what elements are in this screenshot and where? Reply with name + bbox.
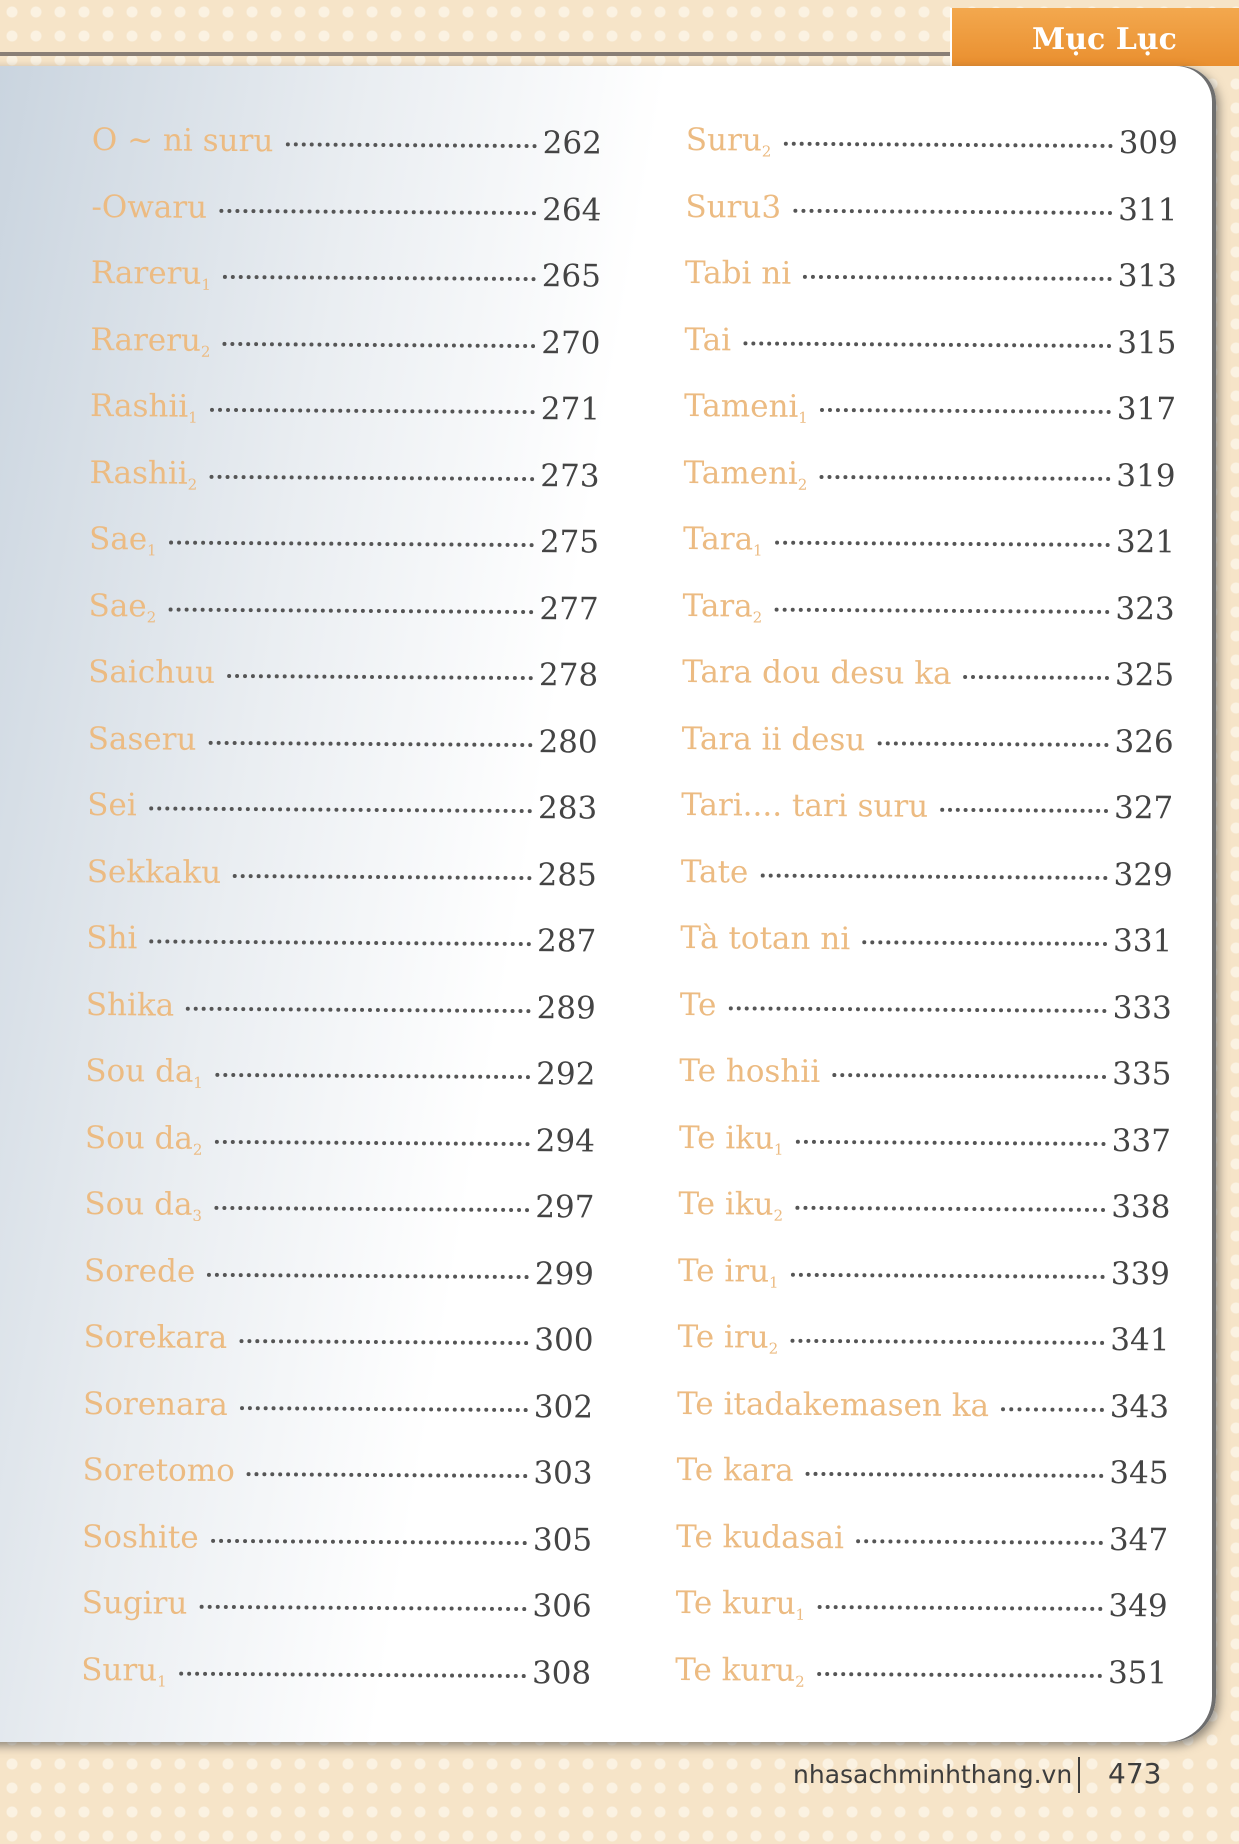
- toc-entry-page: 285: [537, 856, 597, 894]
- toc-entry-term-text: Suru: [685, 122, 762, 159]
- toc-entry-term-text: Te iru: [677, 1252, 770, 1290]
- toc-entry-page: 273: [540, 457, 600, 495]
- dot-leader: [790, 1339, 1104, 1345]
- toc-entry: [82, 1452, 592, 1522]
- toc-entry-page: 338: [1111, 1188, 1171, 1226]
- toc-entry-term-text: Tari.... tari suru: [681, 786, 929, 825]
- toc-entry-page: 292: [536, 1056, 596, 1093]
- toc-entry-term-text: Te: [679, 986, 717, 1023]
- toc-entry-term: [82, 1452, 234, 1489]
- toc-entry-term: [683, 521, 763, 560]
- dot-leader: [775, 541, 1110, 547]
- toc-entry: [87, 720, 597, 790]
- toc-entry-subscript: 1: [193, 1073, 203, 1092]
- toc-entry-term-text: Te kara: [676, 1451, 794, 1489]
- toc-entry-page: 339: [1110, 1255, 1171, 1292]
- toc-entry-subscript: 1: [753, 541, 763, 560]
- toc-entry-term-text: Sekkaku: [86, 853, 222, 891]
- toc-entry-term-text: Rashii: [89, 454, 188, 492]
- toc-entry-page: 317: [1116, 391, 1177, 428]
- toc-entry-term: [684, 321, 731, 357]
- dot-leader: [247, 1472, 528, 1478]
- toc-entry: [680, 920, 1172, 990]
- toc-column-left: [81, 122, 602, 1722]
- dot-leader: [796, 1139, 1106, 1145]
- toc-entry-page: 309: [1118, 125, 1178, 162]
- dot-leader: [179, 1671, 526, 1677]
- toc-entry-term: [89, 454, 197, 493]
- toc-entry: [86, 853, 596, 923]
- section-title: Mục Lục: [1032, 22, 1177, 57]
- dot-leader: [240, 1406, 528, 1412]
- dot-leader: [743, 341, 1111, 348]
- toc-entry-page: 347: [1108, 1521, 1169, 1558]
- toc-entry-term: [675, 1651, 805, 1690]
- dot-leader: [211, 1538, 527, 1544]
- toc-entry: [83, 1319, 593, 1389]
- toc-entry-subscript: 2: [192, 1140, 203, 1159]
- toc-entry-term: [678, 1252, 779, 1291]
- toc-entry-page: 271: [540, 391, 601, 428]
- toc-entry: [686, 122, 1178, 192]
- toc-entry: [91, 255, 601, 325]
- toc-entry-term-text: Saseru: [87, 720, 197, 758]
- dot-leader: [856, 1539, 1103, 1545]
- toc-entry-page: 331: [1112, 923, 1173, 960]
- toc-entry-term: [679, 1053, 820, 1090]
- toc-entry-page: 289: [536, 989, 596, 1027]
- toc-entry-term-text: Tara: [682, 520, 754, 558]
- toc-entry: [682, 654, 1174, 724]
- toc-entry-term: [90, 321, 210, 360]
- toc-entry-term: [679, 1119, 784, 1158]
- dot-leader: [169, 541, 534, 548]
- toc-entry-term-text: Sorede: [83, 1252, 196, 1290]
- toc-entry-page: 297: [535, 1189, 595, 1226]
- toc-entry-term: [684, 388, 808, 427]
- dot-leader: [207, 1272, 529, 1278]
- dot-leader: [210, 408, 535, 414]
- toc-entry-page: 280: [538, 723, 598, 761]
- toc-entry-term: [685, 188, 781, 225]
- toc-entry: [678, 1252, 1170, 1322]
- toc-entry-term-text: Tai: [684, 321, 732, 358]
- toc-entry: [82, 1518, 592, 1588]
- toc-entry-term: [682, 720, 866, 757]
- toc-entry-term: [82, 1518, 199, 1555]
- dot-leader: [149, 939, 531, 946]
- toc-entry-term: [680, 920, 850, 957]
- toc-entry-term-text: Tabi ni: [684, 254, 792, 292]
- toc-entry: [676, 1452, 1168, 1522]
- dot-leader: [832, 1073, 1106, 1079]
- toc-entry: [678, 1186, 1170, 1256]
- toc-entry-term-text: Saichuu: [88, 653, 216, 691]
- toc-entry: [86, 986, 596, 1056]
- dot-leader: [760, 873, 1107, 879]
- dot-leader: [862, 940, 1107, 946]
- toc-entry-page: 305: [532, 1521, 593, 1559]
- toc-entry-term: [686, 122, 772, 161]
- dot-leader: [728, 1006, 1106, 1013]
- toc-entry-subscript: 1: [147, 541, 157, 560]
- toc-entry: [677, 1385, 1169, 1455]
- toc-entry-page: 343: [1109, 1388, 1170, 1425]
- toc-entry-term: [682, 587, 762, 626]
- toc-entry-subscript: 2: [752, 607, 763, 627]
- toc-entry-term-text: Tara dou desu ka: [682, 653, 952, 692]
- toc-entry: [683, 521, 1175, 591]
- toc-entry: [685, 188, 1177, 258]
- toc-entry-subscript: 2: [200, 342, 211, 361]
- toc-entry-page: 351: [1107, 1654, 1168, 1691]
- toc-entry-subscript: 2: [795, 1672, 805, 1691]
- toc-entry-page: 345: [1109, 1454, 1169, 1492]
- toc-entry-term-text: Suru3: [685, 188, 782, 226]
- toc-entry-page: 278: [538, 657, 599, 694]
- toc-entry: [683, 454, 1175, 524]
- toc-entry-term-text: Te iku: [678, 1185, 774, 1223]
- toc-entry: [88, 654, 598, 724]
- toc-entry: [679, 1119, 1171, 1189]
- toc-entry-page: 326: [1114, 723, 1174, 760]
- toc-entry-subscript: 1: [188, 408, 198, 427]
- toc-entry-subscript: 2: [146, 607, 157, 626]
- dot-leader: [774, 607, 1109, 613]
- toc-entry-term-text: Soshite: [81, 1518, 199, 1556]
- dot-leader: [1001, 1407, 1104, 1412]
- toc-entry-term-text: Sae: [88, 520, 148, 558]
- toc-entry-term-text: Sae: [88, 587, 147, 624]
- toc-entry-page: 325: [1114, 657, 1175, 694]
- toc-entry-subscript: 2: [797, 475, 808, 494]
- section-tab: [950, 8, 1239, 66]
- toc-entry-term-text: Te kuru: [675, 1584, 796, 1622]
- toc-entry-page: 323: [1115, 590, 1175, 627]
- toc-entry-term: [88, 720, 197, 757]
- toc-entry-page: 333: [1112, 989, 1172, 1026]
- toc-entry: [680, 986, 1172, 1056]
- toc-entry-page: 319: [1116, 457, 1176, 494]
- dot-leader: [239, 1339, 528, 1345]
- toc-entry: [81, 1651, 591, 1721]
- dot-leader: [223, 275, 536, 281]
- toc-entry: [681, 720, 1173, 790]
- toc-entry: [83, 1385, 593, 1455]
- toc-entry: [87, 787, 597, 857]
- toc-entry-term: [83, 1385, 228, 1422]
- toc-entry-term: [683, 454, 807, 493]
- toc-entry: [86, 920, 596, 990]
- dot-leader: [877, 741, 1108, 747]
- toc-entry-term: [681, 853, 749, 889]
- toc-entry-term-text: Tara: [682, 587, 753, 624]
- toc-entry-term: [676, 1585, 806, 1624]
- toc-entry-term: [682, 654, 952, 692]
- toc-entry-term-text: Tameni: [683, 387, 799, 425]
- toc-entry-term: [90, 388, 198, 427]
- toc-entry: [677, 1319, 1169, 1389]
- toc-entry-term: [678, 1186, 783, 1225]
- toc-entry-page: 341: [1110, 1321, 1170, 1359]
- toc-entry-page: 287: [536, 923, 597, 960]
- dot-leader: [227, 674, 533, 680]
- dot-leader: [214, 1206, 529, 1212]
- toc-entry-term-text: Sou da: [84, 1119, 194, 1157]
- toc-entry-page: 283: [537, 790, 598, 827]
- toc-entry-term: [84, 1252, 196, 1289]
- toc-entry: [85, 1053, 595, 1123]
- toc-entry: [682, 587, 1174, 657]
- toc-entry-subscript: 1: [769, 1273, 779, 1292]
- toc-entry-term-text: Sorekara: [83, 1318, 228, 1356]
- dot-leader: [233, 874, 531, 880]
- toc-entry-term-text: Tate: [680, 853, 749, 890]
- toc-entry-page: 337: [1111, 1122, 1172, 1159]
- dot-leader: [219, 208, 536, 214]
- dot-leader: [791, 1272, 1105, 1278]
- toc-entry-term-text: Sugiru: [81, 1584, 188, 1622]
- toc-entry-page: 327: [1113, 790, 1174, 827]
- footer-separator: [1078, 1757, 1080, 1793]
- toc-entry-term: [92, 122, 274, 159]
- dot-leader: [168, 607, 533, 614]
- toc-entry: [89, 521, 599, 591]
- toc-entry-page: 311: [1118, 191, 1178, 228]
- toc-entry-term-text: Tameni: [683, 454, 799, 492]
- toc-entry-page: 264: [542, 191, 602, 229]
- toc-entry: [84, 1186, 594, 1256]
- toc-entry: [679, 1053, 1171, 1123]
- toc-entry-term: [86, 986, 175, 1023]
- toc-entry-term-text: Sou da: [84, 1185, 193, 1223]
- toc-entry-term-text: Sei: [87, 786, 137, 824]
- dot-leader: [149, 806, 532, 813]
- dot-leader: [793, 208, 1112, 214]
- toc-entry-page: 306: [532, 1588, 592, 1625]
- toc-entry-term: [91, 255, 211, 294]
- toc-entry: [676, 1518, 1168, 1588]
- toc-entry-subscript: 1: [773, 1140, 784, 1159]
- dot-leader: [964, 675, 1109, 680]
- toc-entry-term-text: Rareru: [90, 254, 202, 292]
- dot-leader: [817, 1671, 1102, 1677]
- toc-entry-term-text: Soretomo: [82, 1451, 235, 1490]
- toc-entry-page: 300: [534, 1322, 594, 1359]
- dot-leader: [199, 1605, 526, 1611]
- toc-entry-subscript: 1: [795, 1605, 806, 1624]
- toc-entry-term: [680, 986, 717, 1022]
- toc-entry-page: 299: [534, 1255, 595, 1293]
- header-rule: [0, 52, 950, 56]
- toc-entry-term-text: Te hoshii: [679, 1052, 821, 1090]
- toc-entry-page: 308: [531, 1654, 592, 1692]
- footer-website: nhasachminhthang.vn: [793, 1760, 1073, 1789]
- toc-entry-term: [83, 1319, 227, 1356]
- toc-entry-subscript: 2: [761, 142, 772, 161]
- toc-entry-term-text: Tà totan ni: [680, 919, 851, 958]
- toc-entry-term: [87, 853, 222, 890]
- toc-entry: [84, 1252, 594, 1322]
- toc-entry: [684, 388, 1176, 458]
- toc-entry-page: 315: [1117, 324, 1177, 361]
- toc-entry-page: 275: [539, 524, 600, 561]
- dot-leader: [783, 142, 1112, 148]
- toc-entry-term: [676, 1518, 844, 1555]
- toc-entry-term: [676, 1452, 793, 1489]
- toc-entry-term: [84, 1186, 202, 1225]
- toc-entry: [90, 321, 600, 391]
- toc-entry-subscript: 1: [798, 408, 808, 427]
- toc-entry-term-text: Tara ii desu: [681, 720, 866, 758]
- dot-leader: [803, 275, 1112, 281]
- toc-entry-term-text: Rashii: [89, 387, 189, 425]
- toc-entry-term: [677, 1385, 989, 1423]
- toc-entry-page: 302: [533, 1388, 594, 1426]
- toc-entry-page: 262: [542, 125, 602, 162]
- toc-entry-page: 313: [1117, 258, 1178, 295]
- toc-entry: [681, 787, 1173, 857]
- toc-entry: [675, 1585, 1167, 1655]
- toc-entry: [85, 1119, 595, 1189]
- toc-entry-term-text: Te iru: [677, 1318, 769, 1356]
- toc-entry-term-text: O ~ ni suru: [91, 122, 274, 160]
- dot-leader: [820, 408, 1111, 414]
- toc-entry-term: [681, 787, 928, 825]
- toc-entry-term: [685, 255, 791, 292]
- dot-leader: [209, 474, 534, 480]
- toc-entry-subscript: 2: [768, 1339, 779, 1358]
- toc-entry-term-text: Te kudasai: [675, 1518, 845, 1556]
- toc-entry-term-text: Suru: [81, 1651, 158, 1688]
- toc-entry-term: [91, 188, 207, 225]
- toc-entry: [81, 1585, 591, 1655]
- footer-page-number: 473: [1108, 1757, 1162, 1790]
- toc-entry: [685, 255, 1177, 325]
- dot-leader: [222, 341, 535, 347]
- toc-entry-page: 294: [535, 1122, 596, 1160]
- toc-entry: [680, 853, 1172, 923]
- toc-entry-term-text: Shi: [86, 919, 138, 957]
- dot-leader: [940, 808, 1108, 813]
- dot-leader: [186, 1006, 530, 1012]
- toc-entry-page: 329: [1113, 856, 1173, 893]
- dot-leader: [214, 1139, 529, 1145]
- dot-leader: [819, 474, 1110, 480]
- toc-entry-term: [677, 1319, 778, 1358]
- dot-leader: [285, 142, 536, 148]
- dot-leader: [795, 1206, 1105, 1212]
- dot-leader: [817, 1605, 1102, 1611]
- toc-entry-term-text: Sou da: [85, 1052, 194, 1090]
- toc-entry-page: 265: [541, 258, 602, 295]
- toc-entry-term: [85, 1053, 203, 1092]
- toc-entry: [684, 321, 1176, 391]
- toc-entry-subscript: 1: [157, 1671, 167, 1691]
- toc-entry-term: [86, 920, 137, 956]
- toc-entry: [92, 122, 602, 192]
- toc-entry: [90, 388, 600, 458]
- toc-entry-term: [81, 1651, 167, 1690]
- toc-entry-page: 321: [1115, 524, 1176, 561]
- toc-entry-subscript: 2: [187, 475, 198, 494]
- toc-entry-term: [89, 521, 157, 559]
- toc-entry-term: [85, 1119, 203, 1158]
- toc-entry-term-text: -Owaru: [91, 188, 208, 226]
- toc-entry: [675, 1651, 1167, 1721]
- toc-entry-term: [88, 587, 156, 625]
- toc-entry-page: 277: [539, 590, 599, 628]
- toc-column-right: [675, 122, 1178, 1721]
- toc-entry-term-text: Te itadakemasen ka: [676, 1385, 990, 1424]
- toc-entry-subscript: 1: [201, 275, 211, 294]
- dot-leader: [806, 1472, 1104, 1478]
- dot-leader: [208, 740, 532, 746]
- toc-entry-term-text: Te kuru: [675, 1651, 796, 1689]
- toc-entry-page: 270: [541, 324, 601, 362]
- toc-entry: [91, 188, 601, 258]
- toc-entry-page: 349: [1108, 1587, 1168, 1625]
- toc-entry-page: 335: [1112, 1055, 1172, 1093]
- toc-entry-term-text: Te iku: [678, 1119, 775, 1157]
- toc-entry-term: [88, 654, 215, 691]
- toc-entry-term-text: Sorenara: [82, 1385, 229, 1423]
- toc-entry-subscript: 2: [773, 1206, 784, 1225]
- toc-entry-subscript: 3: [192, 1206, 203, 1225]
- toc-entry-term-text: Shika: [85, 986, 175, 1024]
- toc-entry-term-text: Rareru: [90, 321, 202, 359]
- toc-entry-term: [82, 1585, 188, 1622]
- dot-leader: [215, 1073, 530, 1079]
- toc-entry-term: [87, 787, 137, 823]
- toc-entry: [88, 587, 598, 657]
- toc-entry: [89, 454, 599, 524]
- toc-entry-page: 303: [533, 1455, 593, 1492]
